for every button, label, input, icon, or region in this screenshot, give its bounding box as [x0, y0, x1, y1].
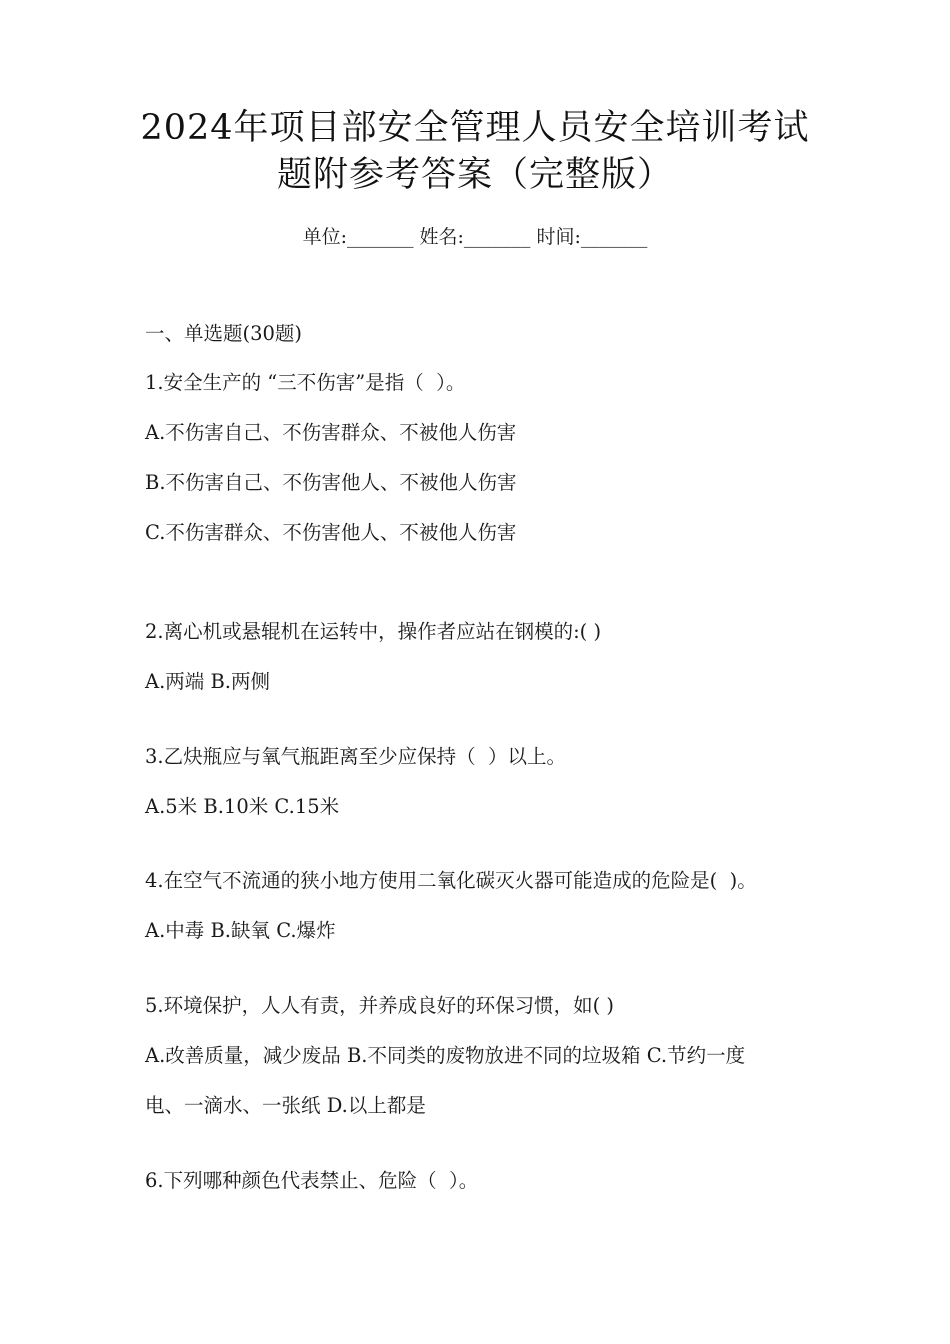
question-5-options-line-1: A.改善质量，减少废品 B.不同类的废物放进不同的垃圾箱 C.节约一度 [145, 1044, 746, 1067]
document-title-line-2: 题附参考答案（完整版） [276, 155, 673, 195]
question-1-option-a: A.不伤害自己、不伤害群众、不被他人伤害 [145, 421, 517, 444]
question-1-stem: 1.安全生产的 “三不伤害”是指（ ）。 [145, 371, 466, 394]
question-2-stem: 2.离心机或悬辊机在运转中，操作者应站在钢模的:( ) [145, 620, 602, 643]
document-title-line-1: 2024年项目部安全管理人员安全培训考试 [140, 108, 810, 148]
section-heading: 一、单选题(30题) [145, 322, 303, 345]
question-4-stem: 4.在空气不流通的狭小地方使用二氧化碳灭火器可能造成的危险是( )。 [145, 869, 757, 892]
question-1-option-c: C.不伤害群众、不伤害他人、不被他人伤害 [145, 521, 517, 544]
question-3-options: A.5米 B.10米 C.15米 [145, 795, 340, 818]
question-4-options: A.中毒 B.缺氧 C.爆炸 [145, 919, 336, 942]
question-5-stem: 5.环境保护，人人有责，并养成良好的环保习惯，如( ) [145, 994, 615, 1017]
question-3-stem: 3.乙炔瓶应与氧气瓶距离至少应保持（ ）以上。 [145, 745, 567, 768]
question-2-options: A.两端 B.两侧 [145, 670, 271, 693]
exam-info-line: 单位:_______ 姓名:_______ 时间:_______ [302, 226, 648, 248]
question-5-options-line-2: 电、一滴水、一张纸 D.以上都是 [145, 1094, 426, 1117]
question-6-stem: 6.下列哪种颜色代表禁止、危险（ ）。 [145, 1169, 479, 1192]
question-1-option-b: B.不伤害自己、不伤害他人、不被他人伤害 [145, 471, 517, 494]
